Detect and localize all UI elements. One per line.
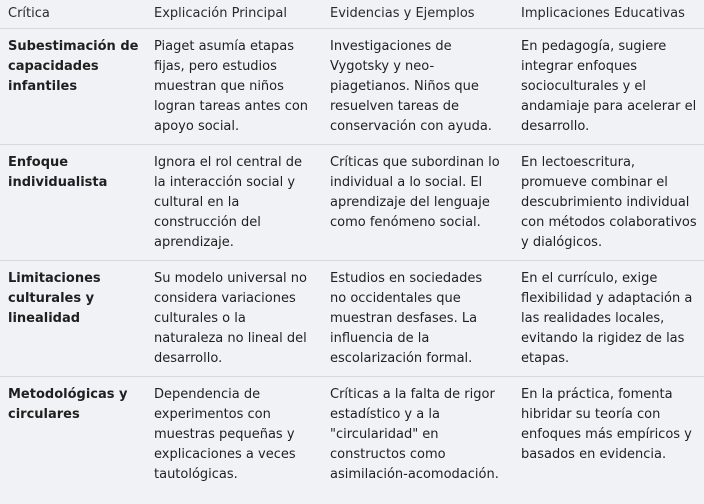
header-implicaciones: Implicaciones Educativas <box>521 6 685 21</box>
row-explicacion: Dependencia de experimentos con muestras pequeñas y explicaciones a veces tautológicas. <box>154 387 296 482</box>
row-evidencias: Estudios en sociedades no occidentales que muestran desfases. La influencia de la escolarización formal. <box>330 271 483 366</box>
row-critica-label: Enfoque individualista <box>8 155 108 190</box>
table-row <box>0 260 704 377</box>
row-explicacion: Ignora el rol central de la interacción social y cultural en la construcción del aprendizaje. <box>154 155 303 250</box>
table-row <box>0 28 704 145</box>
row-critica-label: Metodológicas y circulares <box>8 387 128 422</box>
row-implicaciones: En pedagogía, sugiere integrar enfoques socioculturales y el andamiaje para acelerar el desarrollo. <box>521 39 697 134</box>
row-implicaciones: En la práctica, fomenta hibridar su teoría con enfoques más empíricos y basados en evidencia. <box>521 387 692 462</box>
table-row <box>0 144 704 261</box>
header-critica: Crítica <box>8 6 50 21</box>
row-implicaciones: En lectoescritura, promueve combinar el descubrimiento individual con métodos colaborativos y dialógicos. <box>521 155 697 250</box>
header-evidencias: Evidencias y Ejemplos <box>330 6 475 21</box>
row-explicacion: Su modelo universal no considera variaciones culturales o la naturaleza no lineal del desarrollo. <box>154 271 307 366</box>
table-row <box>0 376 704 504</box>
header-explicacion: Explicación Principal <box>154 6 287 21</box>
row-evidencias: Críticas a la falta de rigor estadístico y a la "circularidad" en constructos como asimilación-acomodación. <box>330 387 499 482</box>
row-implicaciones: En el currículo, exige flexibilidad y adaptación a las realidades locales, evitando la rigidez de las etapas. <box>521 271 693 366</box>
row-evidencias: Investigaciones de Vygotsky y neo-piagetianos. Niños que resuelven tareas de conservación con ayuda. <box>330 39 492 134</box>
row-explicacion: Piaget asumía etapas fijas, pero estudios muestran que niños logran tareas antes con apoyo social. <box>154 39 309 134</box>
row-evidencias: Críticas que subordinan lo individual a lo social. El aprendizaje del lenguaje como fenómeno social. <box>330 155 500 230</box>
table-header-row <box>0 0 704 29</box>
row-critica-label: Subestimación de capacidades infantiles <box>8 39 139 94</box>
row-critica-label: Limitaciones culturales y linealidad <box>8 271 101 326</box>
